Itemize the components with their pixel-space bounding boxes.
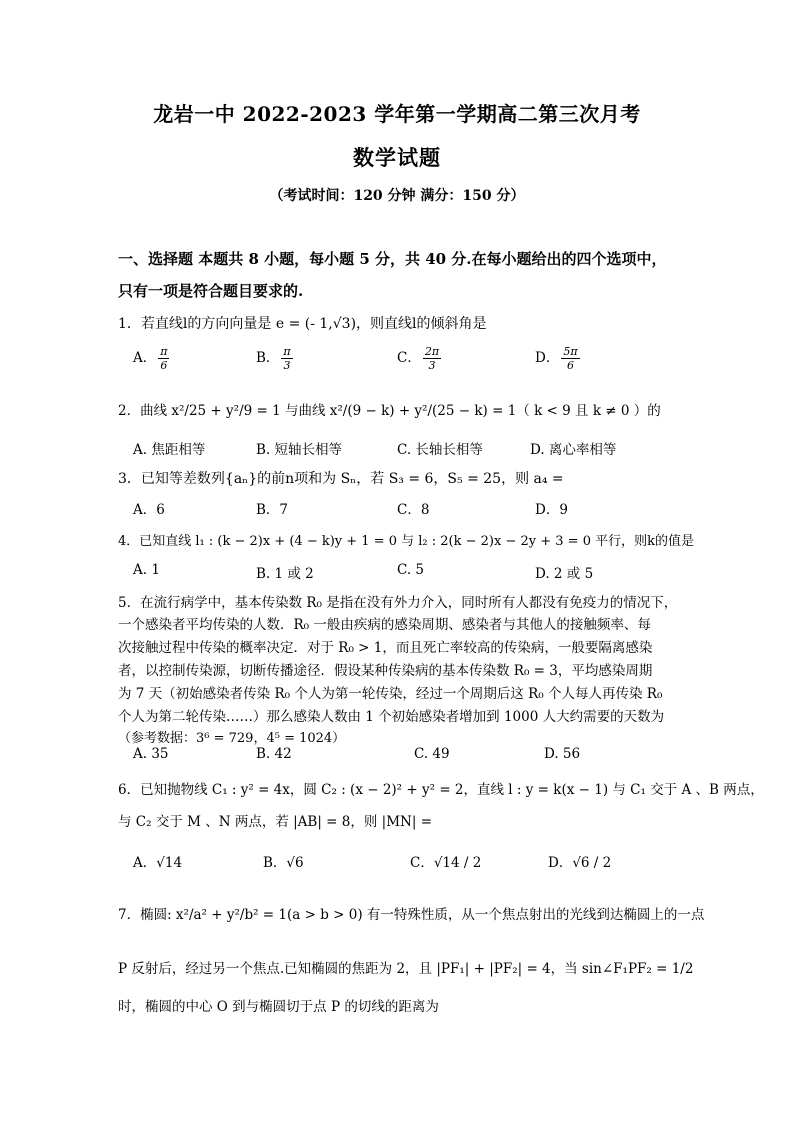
question-5-line-7: （参考数据：3⁶ = 729，4⁵ = 1024） <box>118 731 346 746</box>
question-7-line-1: 7．椭圆: x²/a² + y²/b² = 1(a > b > 0) 有一特殊性质，从一个焦点射出的光线到达椭圆上的一点 <box>118 907 705 923</box>
question-6-option-d: D．√6 / 2 <box>548 855 612 871</box>
question-2-option-a: A. 焦距相等 <box>133 442 206 458</box>
question-1-option-c: C． $\frac{2\pi}{3}$ <box>397 345 440 372</box>
question-6-line-1: 6．已知抛物线 C₁ : y² = 4x，圆 C₂ : (x − 2)² + y² = 2，直线 l : y = k(x − 1) 与 C₁ 交于 A 、B 两点， <box>118 782 764 798</box>
question-3-text: 3．已知等差数列{aₙ}的前n项和为 Sₙ，若 S₃ = 6，S₅ = 25，则 a₄ = <box>118 471 564 487</box>
question-1-option-b: B． $\frac{\pi}{3}$ <box>256 345 291 372</box>
question-1-text: 1．若直线l的方向向量是 e = (- 1,√3)，则直线l的倾斜角是 <box>118 316 487 332</box>
question-5-option-a: A. 35 <box>133 746 169 762</box>
question-3-option-a: A．6 <box>133 502 165 518</box>
question-5-line-2: 一个感染者平均传染的人数．R₀ 一般由疾病的感染周期、感染者与其他人的接触频率、每 <box>118 617 651 633</box>
question-3-option-c: C．8 <box>397 502 430 518</box>
section-heading-line2: 只有一项是符合题目要求的. <box>118 282 304 300</box>
question-6-option-c: C．√14 / 2 <box>410 855 482 871</box>
question-4-option-d: D. 2 或 5 <box>535 566 594 582</box>
question-1-option-a: A． $\frac{\pi}{6}$ <box>133 345 168 372</box>
question-5-option-d: D. 56 <box>544 746 581 762</box>
question-2-text: 2．曲线 x²/25 + y²/9 = 1 与曲线 x²/(9 − k) + y²/(25 − k) = 1（ k < 9 且 k ≠ 0 ）的 <box>118 403 661 419</box>
question-7-line-2: P 反射后，经过另一个焦点.已知椭圆的焦距为 2，且 |PF₁| + |PF₂| = 4，当 sin∠F₁PF₂ = 1/2 <box>118 961 694 977</box>
question-4-text: 4．已知直线 l₁ : (k − 2)x + (4 − k)y + 1 = 0 与 l₂ : 2(k − 2)x − 2y + 3 = 0 平行，则k的值是 <box>118 534 694 549</box>
question-4-option-b: B. 1 或 2 <box>256 566 314 582</box>
question-2-option-c: C. 长轴长相等 <box>397 442 483 458</box>
question-3-option-b: B．7 <box>256 502 289 518</box>
question-5-line-6: 个人为第二轮传染……）那么感染人数由 1 个初始感染者增加到 1000 人大约需要的天数为 <box>118 709 665 725</box>
exam-subject: 数学试题 <box>353 145 441 170</box>
question-4-option-c: C. 5 <box>397 562 425 578</box>
question-6-option-a: A．√14 <box>133 855 183 871</box>
question-2-option-d: D. 离心率相等 <box>530 442 617 458</box>
question-5-line-4: 者，以控制传染源，切断传播途径．假设某种传染病的基本传染数 R₀ = 3，平均感染周期 <box>118 663 653 679</box>
question-2-option-b: B. 短轴长相等 <box>256 442 343 458</box>
question-5-option-b: B. 42 <box>256 746 292 762</box>
question-1-option-d: D． $\frac{5\pi}{6}$ <box>535 345 578 372</box>
question-6-line-2: 与 C₂ 交于 M 、N 两点，若 |AB| = 8，则 |MN| = <box>118 814 432 830</box>
question-5-line-5: 为 7 天（初始感染者传染 R₀ 个人为第一轮传染，经过一个周期后这 R₀ 个人每人再传染 R₀ <box>118 686 663 702</box>
question-4-option-a: A. 1 <box>133 562 160 578</box>
question-6-option-b: B．√6 <box>263 855 304 871</box>
question-5-line-1: 5．在流行病学中，基本传染数 R₀ 是指在没有外力介入，同时所有人都没有免疫力的情况下， <box>118 595 678 611</box>
question-7-line-3: 时，椭圆的中心 O 到与椭圆切于点 P 的切线的距离为 <box>118 999 439 1015</box>
question-3-option-d: D．9 <box>535 502 568 518</box>
exam-info: （考试时间：120 分钟 满分：150 分） <box>269 188 525 204</box>
question-5-option-c: C. 49 <box>414 746 450 762</box>
exam-title: 龙岩一中 2022-2023 学年第一学期高二第三次月考 <box>153 102 641 126</box>
section-heading-line1: 一、选择题 本题共 8 小题，每小题 5 分，共 40 分.在每小题给出的四个选项中， <box>118 250 667 268</box>
question-5-line-3: 次接触过程中传染的概率决定．对于 R₀ > 1，而且死亡率较高的传染病，一般要隔离感染 <box>118 640 653 656</box>
